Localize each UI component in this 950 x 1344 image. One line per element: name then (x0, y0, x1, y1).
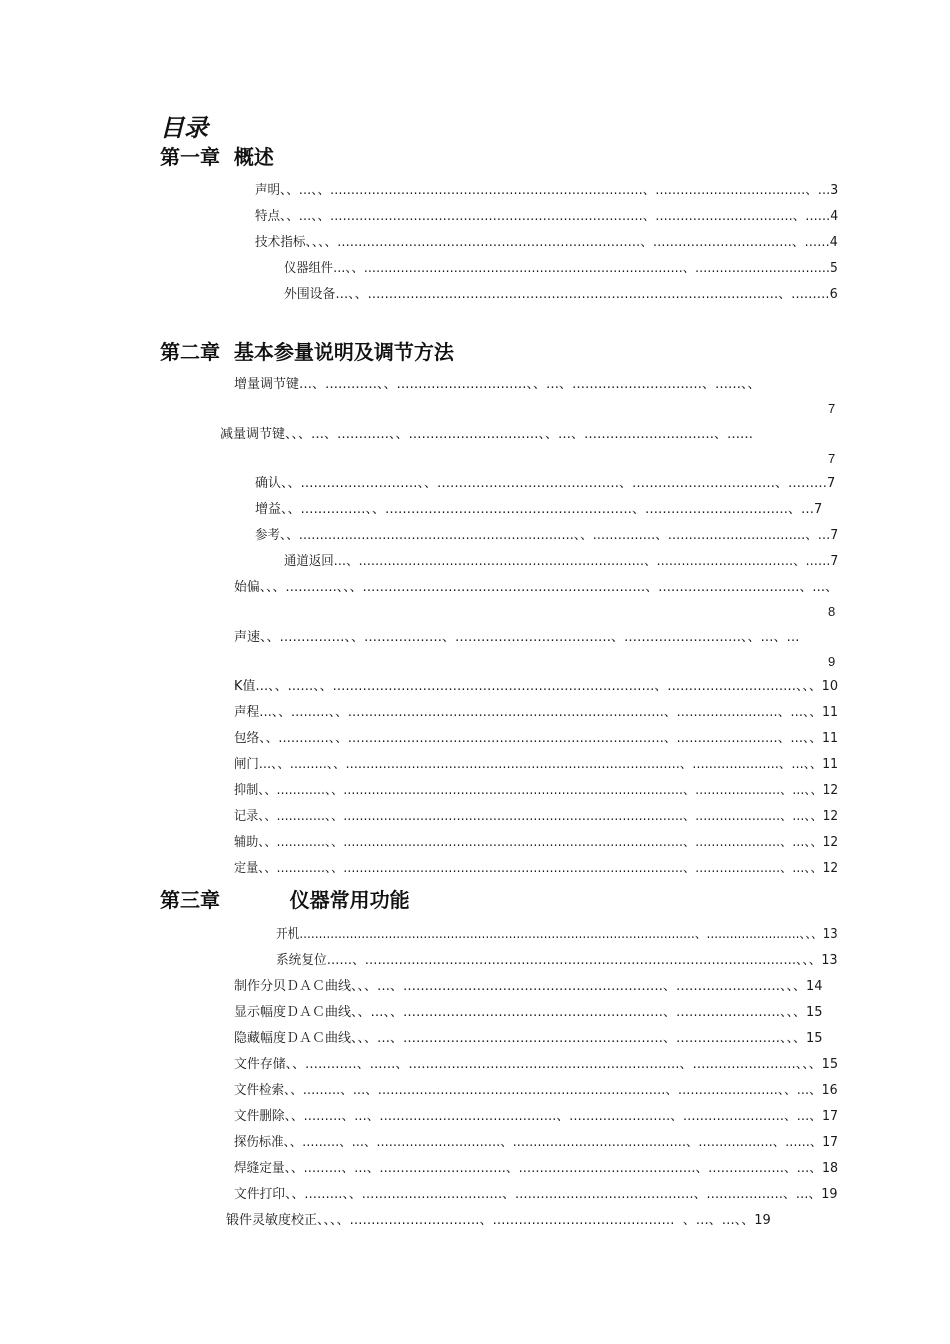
toc-entry[interactable]: 定量、、…………、、…………………………………………………………………………、…………………、…、、12 (234, 861, 839, 876)
toc-entry[interactable]: 抑制、、…………、、…………………………………………………………………………、…………………、…、、12 (234, 783, 839, 798)
toc-entry[interactable]: 隐藏幅度ＤＡＣ曲线、、、…、……………………………………………………、……………………、、、15 (234, 1031, 823, 1046)
toc-entry[interactable]: 锻件灵敏度校正、、、、…………………………、…………………………………… 、…、…、、19 (226, 1213, 771, 1228)
toc-entry[interactable]: 声速、、……………、、………………、………………………………、………………………、、…、… (234, 630, 800, 645)
chapter-title: 第二章 基本参量说明及调节方法 (160, 340, 454, 364)
toc-entry[interactable]: 闸门…、、………、、………………………………………………………………………、…………………、…、、11 (234, 757, 839, 772)
toc-entry[interactable]: 文件存储、、…………、……、………………………………………………………、……………………、、、15 (234, 1057, 839, 1072)
page-number: 7 (828, 401, 836, 416)
toc-entry[interactable]: 仪器组件…、、……………………………………………………………………、……………………………5 (284, 261, 838, 276)
chapter-title: 第一章 概述 (160, 145, 274, 169)
toc-entry[interactable]: 探伤标准、、………、…、…………………………、……………………………………、………………、……、17 (234, 1135, 839, 1150)
page-number: 8 (828, 604, 836, 619)
toc-entry[interactable]: 焊缝定量、、………、…、…………………………、……………………………………、………………、…、18 (234, 1161, 839, 1176)
toc-entry[interactable]: 文件检索、、………、…、……………………………………………………………、……………………、、…、16 (234, 1083, 838, 1098)
toc-entry[interactable]: 技术指标、、、、………………………………………………………………、……………………………、……4 (255, 235, 838, 250)
toc-entry[interactable]: 声明、、…、、…………………………………………………………………、………………………………、…3 (255, 183, 839, 198)
toc-entry[interactable]: 增量调节键…、…………、、…………………………、、…、…………………………、……、、 (234, 377, 761, 392)
toc-entry[interactable]: 增益、、……………、、…………………………………………………、……………………………、…7 (255, 502, 823, 517)
toc-entry[interactable]: 包络、、…………、、…………………………………………………………………、……………………、…、、11 (234, 731, 839, 746)
toc-entry[interactable]: 记录、、…………、、…………………………………………………………………………、…………………、…、、12 (234, 809, 839, 824)
toc-entry[interactable]: 始偏、、、…………、、、…………………………………………………………、……………………………、…、 (234, 580, 839, 595)
toc-entry[interactable]: 开机…………………………………………………………………………………………、……………………、、、13 (276, 927, 838, 942)
toc-entry[interactable]: 声程…、、………、、…………………………………………………………………、……………………、…、、11 (234, 705, 839, 720)
toc-entry[interactable]: 外围设备…、、……………………………………………………………………………………、………6 (284, 287, 838, 302)
toc-entry[interactable]: 系统复位……、…………………………………………………………………………………………、、、13 (276, 953, 838, 968)
toc-title: 目录 (160, 115, 208, 142)
toc-entry[interactable]: 文件删除、、………、…、……………………………………、……………………、……………………、…、17 (234, 1109, 839, 1124)
toc-entry[interactable]: 制作分贝ＤＡＣ曲线、、、…、……………………………………………………、……………………、、、14 (234, 979, 823, 994)
page-number: 7 (828, 451, 836, 466)
toc-entry[interactable]: 显示幅度ＤＡＣ曲线、、…、、……………………………………………………、……………………、、、15 (234, 1005, 823, 1020)
toc-entry[interactable]: 文件打印、、………、、……………………………、……………………………………、………………、…、19 (234, 1187, 838, 1202)
toc-entry[interactable]: K值…、、……、、…………………………………………………………………、…………………………、、、10 (234, 679, 839, 694)
chapter-title: 第三章 仪器常用功能 (160, 888, 410, 912)
toc-entry[interactable]: 确认、、………………………、、……………………………………、……………………………、………7 (255, 476, 836, 491)
toc-entry[interactable]: 减量调节键、、、…、…………、、…………………………、、…、…………………………、…… (220, 427, 754, 442)
page-number: 9 (828, 654, 836, 669)
toc-entry[interactable]: 通道返回…、……………………………………………………………、……………………………、……7 (284, 554, 839, 569)
toc-entry[interactable]: 参考、、…………………………………………………………、、……………、……………………………、…7 (255, 528, 839, 543)
toc-entry[interactable]: 特点、、…、、…………………………………………………………………、……………………………、……4 (255, 209, 839, 224)
toc-entry[interactable]: 辅助、、…………、、…………………………………………………………………………、…………………、…、、12 (234, 835, 839, 850)
